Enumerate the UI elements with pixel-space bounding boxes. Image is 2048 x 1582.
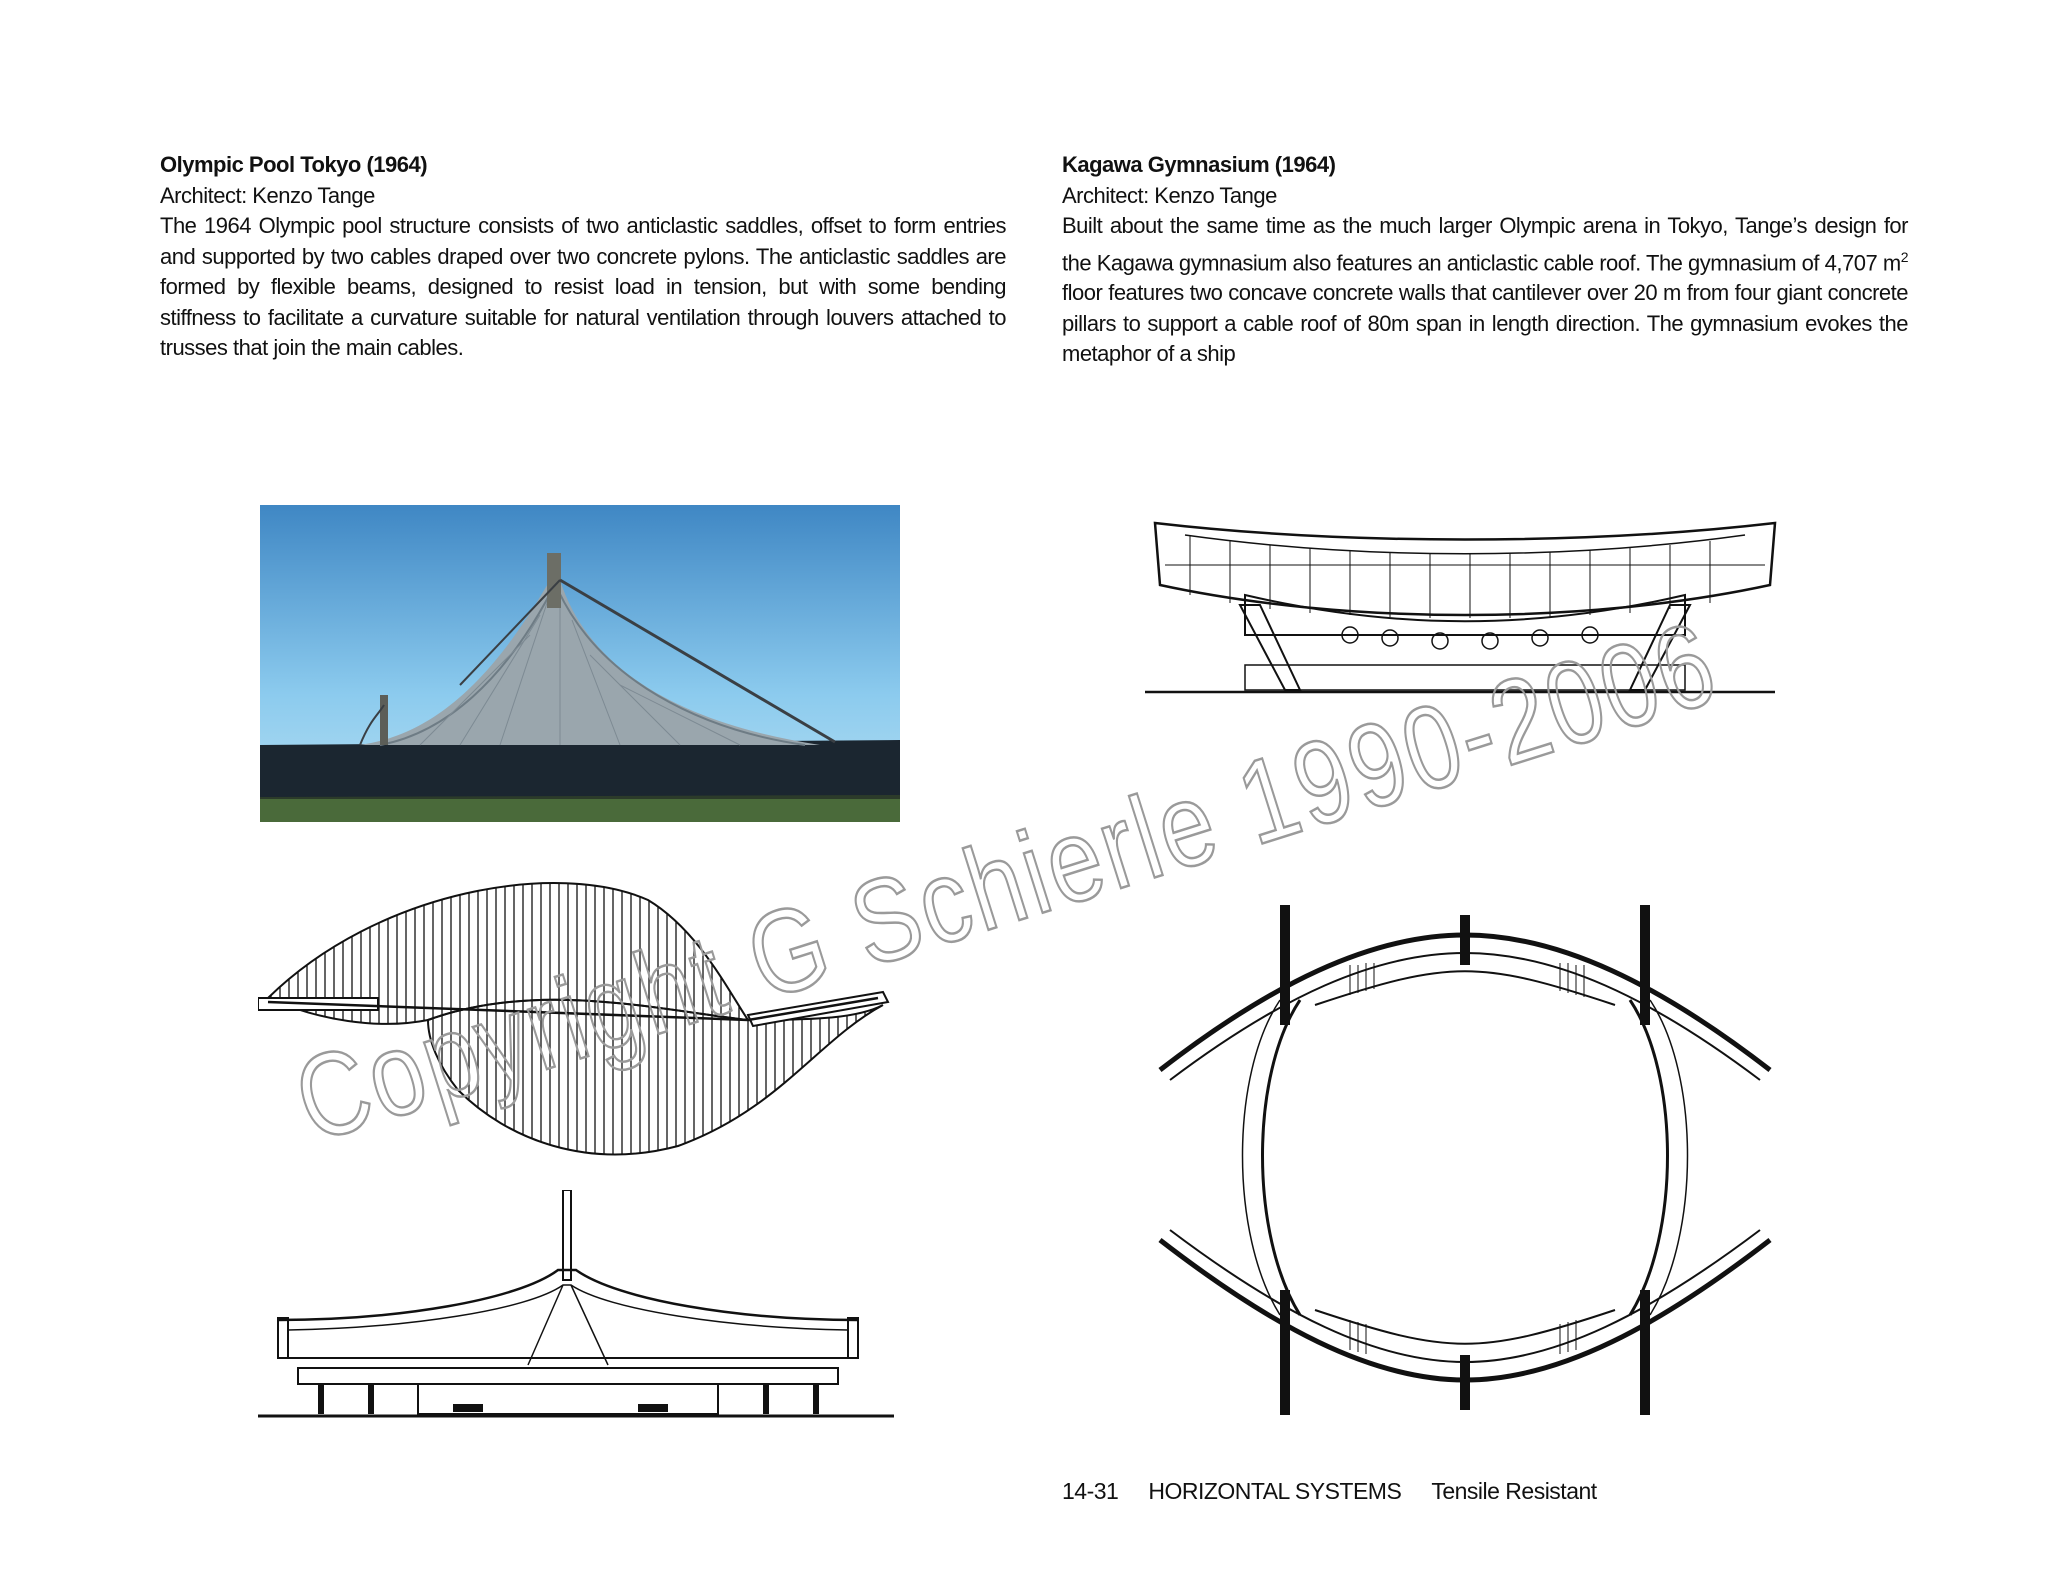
kagawa-gym-plan <box>1150 905 1780 1415</box>
olympic-pool-description: The 1964 Olympic pool structure consists of two anticlastic saddles, offset to form entries and supported by two cables draped over two concrete pylons. The anticlastic saddles are formed by flexible beams, designed to resist load in tension, but with some bending stiffness to facilitate a curvature suitable for natural ventilation through louvers attached to trusses that join the main cables. <box>160 213 1006 360</box>
olympic-pool-architect: Architect: Kenzo Tange <box>160 182 375 208</box>
kagawa-gym-title: Kagawa Gymnasium (1964) <box>1062 152 1336 177</box>
copyright-watermark: Copyright G Schierle 1990-2006 <box>280 596 1733 1168</box>
kagawa-gym-description: Built about the same time as the much larger Olympic arena in Tokyo, Tange’s design for the Kagawa gymnasium also features an anticlastic cable roof. The gymnasium of 4,707 $m^2$ floor features two concave concrete walls that cantilever over 20 m from four giant concrete pillars to support a cable roof of 80m span in length direction. The gymnasium evokes the metaphor of a ship <box>1062 213 1908 367</box>
kagawa-gym-elevation <box>1145 505 1785 705</box>
olympic-pool-plan <box>258 850 894 1156</box>
section-name: HORIZONTAL SYSTEMS <box>1148 1478 1402 1504</box>
olympic-pool-text <box>160 150 1006 364</box>
page-number: 14-31 <box>1062 1478 1119 1504</box>
page-footer <box>1062 1478 1627 1505</box>
olympic-pool-photo <box>260 505 900 822</box>
topic-name: Tensile Resistant <box>1431 1478 1597 1504</box>
olympic-pool-section <box>258 1190 894 1430</box>
kagawa-gym-architect: Architect: Kenzo Tange <box>1062 182 1277 208</box>
kagawa-gym-text <box>1062 150 1908 370</box>
olympic-pool-title: Olympic Pool Tokyo (1964) <box>160 152 428 177</box>
